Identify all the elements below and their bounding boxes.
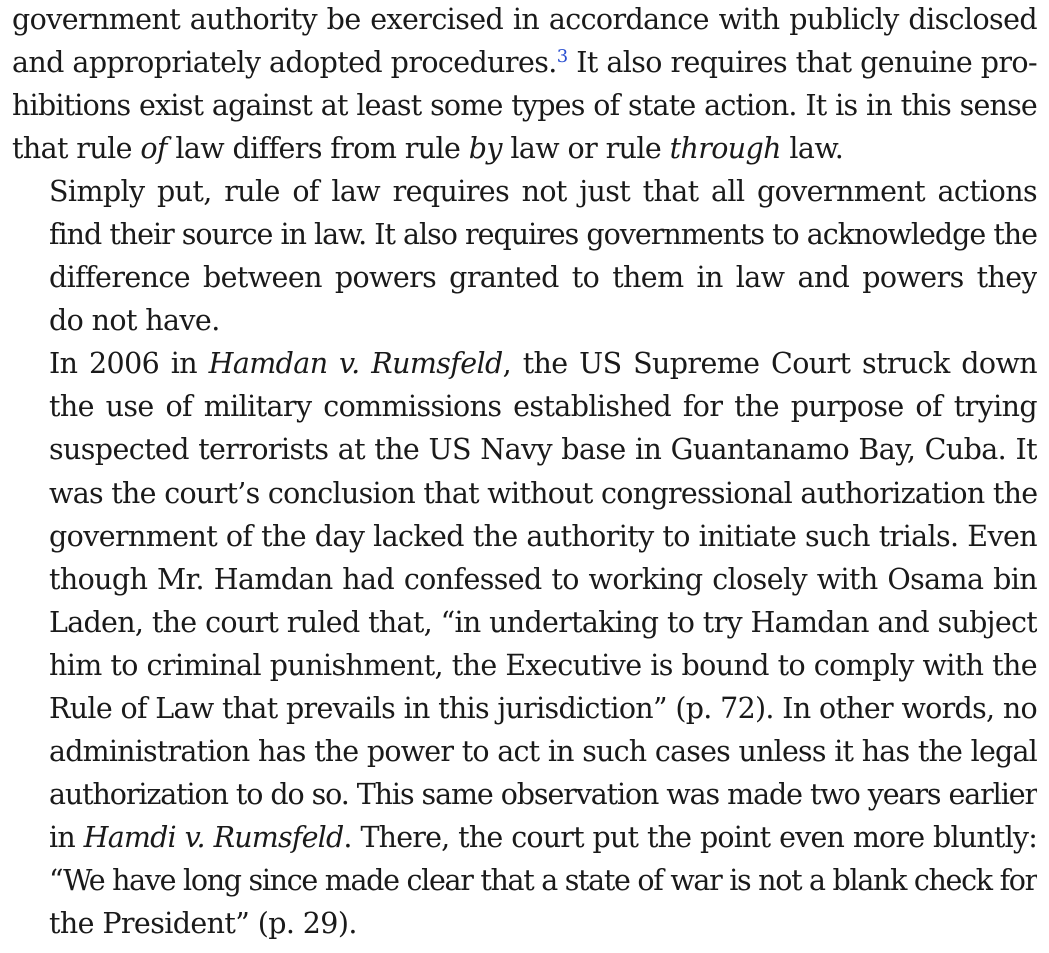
italic-run: of — [140, 132, 167, 166]
text-run: Laden, the court ruled that, “in undertaking to try Hamdan and subject — [49, 605, 1037, 639]
text-run: , the US Supreme Court struck down — [502, 347, 1037, 381]
paragraph — [12, 342, 1037, 945]
italic-run: Hamdi v. Rumsfeld — [83, 820, 344, 854]
text-run: administration has the power to act in such cases unless it has the legal — [49, 734, 1037, 768]
text-run: law. — [780, 132, 844, 166]
document-page — [12, 0, 1037, 945]
text-run: do not have. — [49, 304, 220, 338]
text-line — [12, 816, 1037, 859]
text-line — [12, 170, 1037, 213]
italic-run: through — [669, 132, 781, 166]
paragraph — [12, 170, 1037, 342]
text-line — [12, 644, 1037, 687]
text-run: law differs from rule — [166, 132, 469, 166]
text-line — [12, 342, 1037, 385]
text-line — [12, 428, 1037, 471]
text-run: authorization to do so. This same observation was made two years earlier — [49, 777, 1037, 811]
footnote-marker[interactable]: 3 — [556, 46, 568, 68]
text-line — [12, 730, 1037, 773]
body-text — [12, 0, 1037, 945]
text-run: suspected terrorists at the US Navy base in Guantanamo Bay, Cuba. It — [49, 433, 1037, 467]
text-run: was the court’s conclusion that without congressional authorization the — [49, 476, 1037, 510]
text-line — [12, 558, 1037, 601]
text-line — [12, 84, 1037, 127]
text-line — [12, 213, 1037, 256]
text-line — [12, 601, 1037, 644]
text-run: and appropriately adopted procedures. — [12, 46, 557, 80]
text-run: Simply put, rule of law requires not just that all government actions — [49, 175, 1037, 209]
text-run: In 2006 in — [49, 347, 209, 381]
text-run: find their source in law. It also requires governments to acknowledge the — [49, 218, 1037, 252]
text-run: . There, the court put the point even more bluntly: — [343, 820, 1037, 854]
text-run: that rule — [12, 132, 141, 166]
text-run: in — [49, 820, 84, 854]
text-run: “We have long since made clear that a state of war is not a blank check for — [49, 863, 1037, 897]
text-run: It also requires that genuine pro- — [567, 46, 1037, 80]
text-run: hibitions exist against at least some types of state action. It is in this sense — [12, 89, 1037, 123]
text-line — [12, 859, 1037, 902]
paragraph — [12, 0, 1037, 170]
text-line — [12, 902, 1037, 945]
text-run: though Mr. Hamdan had confessed to working closely with Osama bin — [49, 562, 1037, 596]
text-run: government authority be exercised in accordance with publicly disclosed — [12, 3, 1037, 36]
text-line — [12, 773, 1037, 816]
italic-run: Hamdan v. Rumsfeld — [208, 347, 503, 381]
text-line — [12, 0, 1037, 41]
text-run: the use of military commissions established for the purpose of trying — [49, 390, 1037, 424]
text-line — [12, 256, 1037, 299]
italic-run: by — [468, 132, 502, 166]
text-line — [12, 472, 1037, 515]
text-run: Rule of Law that prevails in this jurisdiction” (p. 72). In other words, no — [49, 691, 1037, 725]
text-run: law or rule — [501, 132, 670, 166]
text-line — [12, 299, 1037, 342]
text-run: the President” (p. 29). — [49, 906, 357, 940]
text-line — [12, 687, 1037, 730]
text-run: difference between powers granted to them in law and powers they — [49, 261, 1037, 295]
text-line — [12, 385, 1037, 428]
text-line — [12, 41, 1037, 84]
text-run: government of the day lacked the authority to initiate such trials. Even — [49, 519, 1037, 553]
text-line — [12, 515, 1037, 558]
text-line — [12, 127, 1037, 170]
text-run: him to criminal punishment, the Executive is bound to comply with the — [49, 648, 1037, 682]
